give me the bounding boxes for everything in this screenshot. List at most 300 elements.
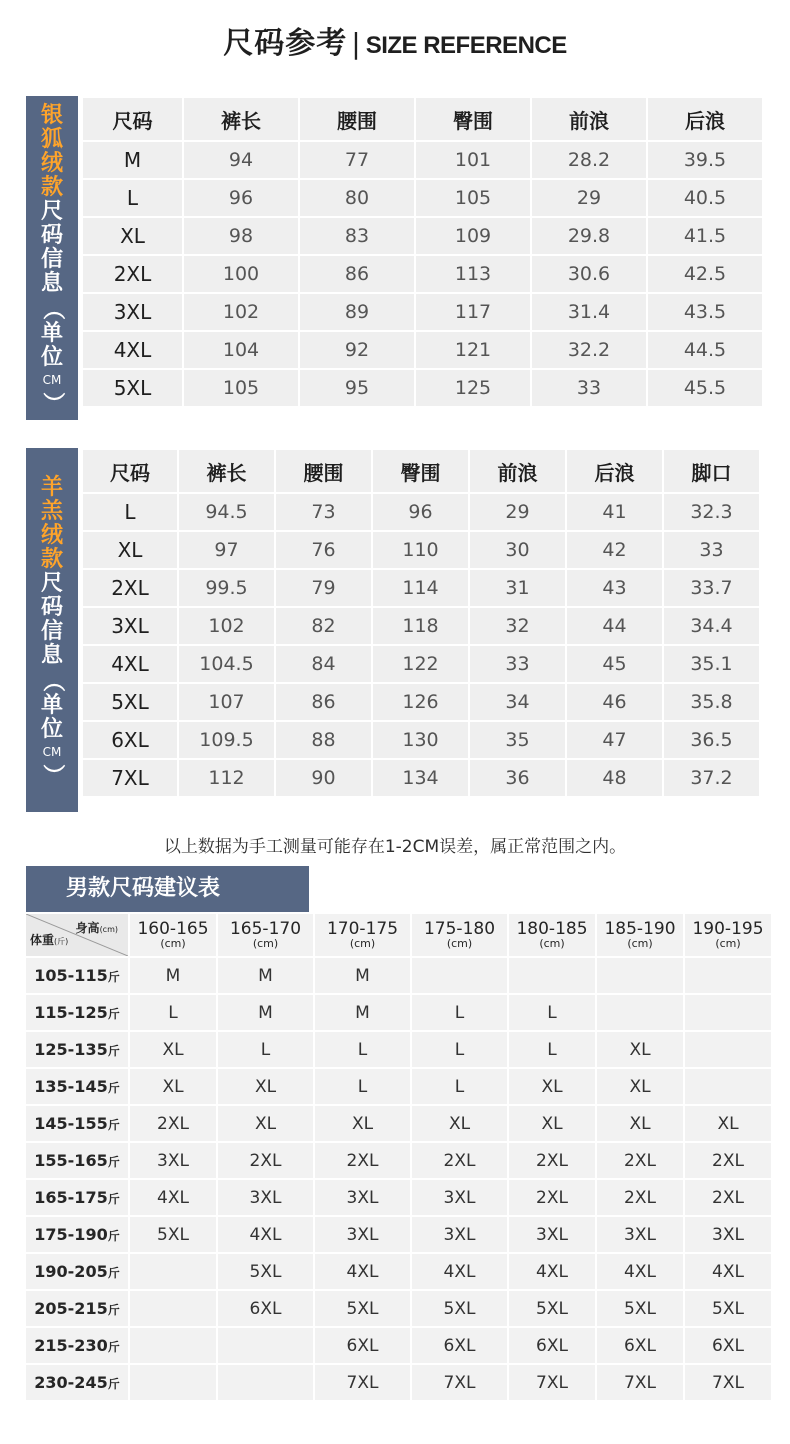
recommended-size-cell: L — [130, 995, 218, 1030]
recommend-row — [26, 1032, 773, 1067]
side-label-char: 单 — [40, 321, 63, 346]
measure-cell: 100 — [184, 256, 298, 292]
recommend-row — [26, 1217, 773, 1252]
measure-cell: 130 — [373, 722, 468, 758]
recommended-size-cell: XL — [130, 1069, 218, 1104]
title-separator: | — [351, 27, 362, 60]
height-unit: (cm) — [446, 936, 473, 950]
recommended-size-cell: 3XL — [412, 1180, 509, 1215]
recommended-size-cell: 4XL — [412, 1254, 509, 1289]
recommend-row — [26, 1328, 773, 1363]
recommended-size-cell: L — [509, 1032, 597, 1067]
measure-cell: 83 — [300, 218, 414, 254]
recommend-row — [26, 1291, 773, 1326]
weight-range: 215-230 — [34, 1336, 108, 1355]
recommended-size-cell: XL — [685, 1106, 773, 1141]
recommended-size-cell: XL — [412, 1106, 509, 1141]
weight-cell — [26, 1106, 130, 1141]
recommended-size-cell — [130, 1365, 218, 1400]
measure-cell: 76 — [276, 532, 371, 568]
recommend-row — [26, 1106, 773, 1141]
weight-cell — [26, 958, 130, 993]
side-label-char: 绒 — [40, 151, 63, 176]
recommended-size-cell: XL — [130, 1032, 218, 1067]
size-cell: 6XL — [83, 722, 177, 758]
recommended-size-cell: 2XL — [315, 1143, 412, 1178]
recommended-size-cell: L — [315, 1032, 412, 1067]
measure-cell: 43.5 — [648, 294, 762, 330]
recommended-size-cell: 2XL — [597, 1143, 685, 1178]
recommended-size-cell: L — [509, 995, 597, 1030]
column-header: 脚口 — [664, 450, 759, 492]
size-cell: XL — [83, 218, 182, 254]
recommended-size-cell: L — [412, 995, 509, 1030]
measure-cell: 84 — [276, 646, 371, 682]
measure-cell: 42 — [567, 532, 662, 568]
measure-cell: 89 — [300, 294, 414, 330]
height-header — [685, 914, 773, 956]
measure-cell: 95 — [300, 370, 414, 406]
recommended-size-cell — [685, 1032, 773, 1067]
column-header: 尺码 — [83, 450, 177, 492]
recommended-size-cell: 6XL — [315, 1328, 412, 1363]
measure-cell: 35 — [470, 722, 565, 758]
table-header-row — [83, 450, 759, 492]
side-label-char: （ — [39, 297, 65, 321]
measure-cell: 97 — [179, 532, 274, 568]
size-cell: 4XL — [83, 332, 182, 368]
measure-cell: 107 — [179, 684, 274, 720]
measure-cell: 82 — [276, 608, 371, 644]
height-range: 185-190 — [604, 918, 676, 939]
recommended-size-cell: 6XL — [218, 1291, 315, 1326]
side-label-char: CM — [42, 373, 62, 387]
recommended-size-cell: 2XL — [597, 1180, 685, 1215]
recommended-size-cell — [597, 995, 685, 1030]
measure-cell: 28.2 — [532, 142, 646, 178]
title-cn: 尺码参考 — [223, 26, 348, 61]
measure-cell: 33 — [664, 532, 759, 568]
recommended-size-cell: M — [218, 958, 315, 993]
measure-cell: 73 — [276, 494, 371, 530]
side-label-char: 位 — [40, 717, 63, 742]
recommended-size-cell: 4XL — [597, 1254, 685, 1289]
recommended-size-cell: 5XL — [685, 1291, 773, 1326]
recommended-size-cell: L — [315, 1069, 412, 1104]
recommended-size-cell: 4XL — [218, 1217, 315, 1252]
side-label-char: 款 — [40, 175, 63, 200]
height-range: 180-185 — [516, 918, 588, 939]
lamb-wool-side-label — [26, 448, 78, 812]
corner-weight-text: 体重 — [30, 933, 55, 947]
recommended-size-cell: L — [412, 1032, 509, 1067]
measure-cell: 41 — [567, 494, 662, 530]
height-header — [509, 914, 597, 956]
size-cell: L — [83, 180, 182, 216]
weight-unit: 斤 — [107, 1118, 120, 1132]
measure-cell: 36 — [470, 760, 565, 796]
recommend-title: 男款尺码建议表 — [26, 866, 309, 912]
table-row — [83, 256, 762, 292]
recommended-size-cell: M — [218, 995, 315, 1030]
size-cell: XL — [83, 532, 177, 568]
recommended-size-cell — [597, 958, 685, 993]
recommended-size-cell: 2XL — [685, 1180, 773, 1215]
side-label-char: 息 — [40, 643, 63, 668]
corner-height-text: 身高 — [75, 921, 100, 935]
measure-cell: 43 — [567, 570, 662, 606]
recommended-size-cell: 2XL — [412, 1143, 509, 1178]
height-header — [315, 914, 412, 956]
weight-unit: 斤 — [107, 1155, 120, 1169]
side-label-char: （ — [39, 669, 65, 693]
table-row — [83, 142, 762, 178]
column-header: 尺码 — [83, 98, 182, 140]
recommended-size-cell: 4XL — [509, 1254, 597, 1289]
silver-fox-size-block — [26, 96, 766, 420]
weight-range: 190-205 — [34, 1262, 108, 1281]
weight-range: 125-135 — [34, 1040, 108, 1059]
side-label-char: 位 — [40, 345, 63, 370]
height-header — [597, 914, 685, 956]
measure-cell: 31.4 — [532, 294, 646, 330]
side-label-char: 单 — [40, 693, 63, 718]
recommend-row — [26, 1069, 773, 1104]
measure-cell: 79 — [276, 570, 371, 606]
recommended-size-cell: XL — [509, 1106, 597, 1141]
recommended-size-cell: 3XL — [315, 1217, 412, 1252]
recommended-size-cell: 5XL — [509, 1291, 597, 1326]
weight-range: 135-145 — [34, 1077, 108, 1096]
weight-unit: 斤 — [107, 1340, 120, 1354]
side-label-char: 羔 — [40, 499, 63, 524]
recommended-size-cell: 6XL — [412, 1328, 509, 1363]
recommended-size-cell: 3XL — [509, 1217, 597, 1252]
measure-cell: 102 — [184, 294, 298, 330]
recommended-size-cell — [412, 958, 509, 993]
measure-cell: 96 — [373, 494, 468, 530]
recommended-size-cell: M — [315, 958, 412, 993]
measure-cell: 30 — [470, 532, 565, 568]
size-cell: 7XL — [83, 760, 177, 796]
table-row — [83, 180, 762, 216]
measure-cell: 34.4 — [664, 608, 759, 644]
weight-range: 155-165 — [34, 1151, 108, 1170]
table-row — [83, 646, 759, 682]
recommended-size-cell: L — [412, 1069, 509, 1104]
height-unit: (cm) — [715, 936, 741, 950]
height-unit: (cm) — [539, 936, 565, 950]
weight-unit: 斤 — [107, 1007, 120, 1021]
weight-unit: 斤 — [107, 1377, 120, 1391]
table-row — [83, 608, 759, 644]
recommended-size-cell: 3XL — [685, 1217, 773, 1252]
side-label-char: 码 — [40, 595, 63, 620]
recommended-size-cell: XL — [509, 1069, 597, 1104]
recommended-size-cell: 3XL — [130, 1143, 218, 1178]
height-unit: (cm) — [160, 936, 186, 950]
column-header: 后浪 — [567, 450, 662, 492]
weight-range: 175-190 — [34, 1225, 108, 1244]
weight-cell — [26, 1180, 130, 1215]
column-header: 前浪 — [470, 450, 565, 492]
height-header — [412, 914, 509, 956]
weight-unit: 斤 — [107, 1303, 120, 1317]
measure-cell: 35.8 — [664, 684, 759, 720]
corner-cell — [26, 914, 130, 956]
column-header: 裤长 — [184, 98, 298, 140]
recommended-size-cell: 3XL — [412, 1217, 509, 1252]
height-range: 175-180 — [423, 918, 496, 939]
side-label-char: ） — [39, 391, 65, 415]
height-header — [218, 914, 315, 956]
table-row — [83, 494, 759, 530]
weight-range: 115-125 — [34, 1003, 108, 1022]
measure-cell: 80 — [300, 180, 414, 216]
weight-cell — [26, 1328, 130, 1363]
weight-cell — [26, 1365, 130, 1400]
recommended-size-cell: 7XL — [597, 1365, 685, 1400]
weight-unit: 斤 — [107, 1229, 120, 1243]
recommended-size-cell — [685, 958, 773, 993]
column-header: 臀围 — [416, 98, 530, 140]
recommended-size-cell — [218, 1365, 315, 1400]
weight-unit: 斤 — [107, 1266, 120, 1280]
recommended-size-cell: L — [218, 1032, 315, 1067]
measure-cell: 126 — [373, 684, 468, 720]
measure-cell: 36.5 — [664, 722, 759, 758]
table-row — [83, 332, 762, 368]
measure-cell: 33 — [470, 646, 565, 682]
recommend-row — [26, 1365, 773, 1400]
table-row — [83, 218, 762, 254]
corner-height-unit: (cm) — [99, 925, 118, 934]
measure-cell: 86 — [276, 684, 371, 720]
measure-cell: 101 — [416, 142, 530, 178]
measure-cell: 98 — [184, 218, 298, 254]
recommended-size-cell — [130, 1328, 218, 1363]
measure-cell: 34 — [470, 684, 565, 720]
table-row — [83, 684, 759, 720]
measure-cell: 94 — [184, 142, 298, 178]
weight-cell — [26, 1217, 130, 1252]
table-row — [83, 532, 759, 568]
recommended-size-cell — [509, 958, 597, 993]
recommended-size-cell: 3XL — [315, 1180, 412, 1215]
recommended-size-cell: 2XL — [509, 1180, 597, 1215]
recommended-size-cell: 6XL — [597, 1328, 685, 1363]
column-header: 臀围 — [373, 450, 468, 492]
measure-cell: 44.5 — [648, 332, 762, 368]
measure-cell: 46 — [567, 684, 662, 720]
recommended-size-cell — [685, 1069, 773, 1104]
measure-cell: 92 — [300, 332, 414, 368]
weight-unit: 斤 — [107, 1081, 120, 1095]
height-unit: (cm) — [252, 936, 279, 950]
height-range: 160-165 — [137, 918, 209, 939]
recommend-row — [26, 958, 773, 993]
column-header: 前浪 — [532, 98, 646, 140]
lamb-wool-size-block — [26, 448, 766, 812]
recommended-size-cell: M — [315, 995, 412, 1030]
height-unit: (cm) — [627, 936, 653, 950]
recommended-size-cell — [218, 1328, 315, 1363]
height-unit: (cm) — [349, 936, 376, 950]
weight-cell — [26, 1032, 130, 1067]
measure-cell: 112 — [179, 760, 274, 796]
measure-cell: 99.5 — [179, 570, 274, 606]
page-title — [0, 18, 790, 62]
measure-cell: 105 — [416, 180, 530, 216]
recommended-size-cell: 2XL — [685, 1143, 773, 1178]
column-header: 腰围 — [300, 98, 414, 140]
recommended-size-cell: XL — [597, 1106, 685, 1141]
recommended-size-cell: 3XL — [597, 1217, 685, 1252]
measure-cell: 32.2 — [532, 332, 646, 368]
silver-fox-side-label — [26, 96, 78, 420]
weight-cell — [26, 1143, 130, 1178]
measure-cell: 88 — [276, 722, 371, 758]
column-header: 腰围 — [276, 450, 371, 492]
measure-cell: 32 — [470, 608, 565, 644]
measure-cell: 121 — [416, 332, 530, 368]
measure-cell: 109 — [416, 218, 530, 254]
recommended-size-cell: XL — [218, 1106, 315, 1141]
measure-cell: 40.5 — [648, 180, 762, 216]
side-label-char: 银 — [40, 103, 63, 128]
table-row — [83, 722, 759, 758]
table-row — [83, 570, 759, 606]
side-label-char: 款 — [40, 547, 63, 572]
measure-cell: 44 — [567, 608, 662, 644]
recommended-size-cell: 5XL — [315, 1291, 412, 1326]
table-row — [83, 294, 762, 330]
recommended-size-cell: 4XL — [315, 1254, 412, 1289]
weight-unit: 斤 — [107, 970, 120, 984]
weight-cell — [26, 995, 130, 1030]
measure-cell: 102 — [179, 608, 274, 644]
side-label-char: 信 — [40, 247, 63, 272]
side-label-char: CM — [42, 745, 62, 759]
recommend-row — [26, 1254, 773, 1289]
column-header: 裤长 — [179, 450, 274, 492]
weight-cell — [26, 1254, 130, 1289]
recommended-size-cell — [685, 995, 773, 1030]
recommended-size-cell: 4XL — [685, 1254, 773, 1289]
side-label-char: 息 — [40, 271, 63, 296]
measure-cell: 33 — [532, 370, 646, 406]
measure-cell: 96 — [184, 180, 298, 216]
table-row — [83, 760, 759, 796]
recommended-size-cell — [130, 1254, 218, 1289]
recommend-header-row — [26, 914, 773, 956]
measure-cell: 45.5 — [648, 370, 762, 406]
lamb-wool-size-table — [81, 448, 761, 798]
size-cell: 5XL — [83, 370, 182, 406]
measure-cell: 42.5 — [648, 256, 762, 292]
measure-cell: 125 — [416, 370, 530, 406]
measure-cell: 94.5 — [179, 494, 274, 530]
column-header: 后浪 — [648, 98, 762, 140]
weight-unit: 斤 — [107, 1192, 120, 1206]
weight-unit: 斤 — [107, 1044, 120, 1058]
recommended-size-cell: XL — [597, 1032, 685, 1067]
measure-cell: 31 — [470, 570, 565, 606]
recommended-size-cell: 2XL — [509, 1143, 597, 1178]
recommended-size-cell: 5XL — [218, 1254, 315, 1289]
measure-cell: 30.6 — [532, 256, 646, 292]
weight-range: 145-155 — [34, 1114, 108, 1133]
measure-cell: 114 — [373, 570, 468, 606]
height-header — [130, 914, 218, 956]
recommended-size-cell: XL — [597, 1069, 685, 1104]
size-cell: L — [83, 494, 177, 530]
weight-range: 205-215 — [34, 1299, 108, 1318]
measure-cell: 41.5 — [648, 218, 762, 254]
size-cell: 3XL — [83, 294, 182, 330]
recommended-size-cell — [130, 1291, 218, 1326]
measure-cell: 29.8 — [532, 218, 646, 254]
corner-weight-label — [30, 932, 68, 950]
recommended-size-cell: M — [130, 958, 218, 993]
measure-cell: 134 — [373, 760, 468, 796]
measure-cell: 39.5 — [648, 142, 762, 178]
recommended-size-cell: 4XL — [130, 1180, 218, 1215]
recommended-size-cell: 7XL — [509, 1365, 597, 1400]
measure-cell: 32.3 — [664, 494, 759, 530]
side-label-char: 尺 — [40, 199, 63, 224]
size-cell: M — [83, 142, 182, 178]
measure-cell: 122 — [373, 646, 468, 682]
recommended-size-cell: 5XL — [597, 1291, 685, 1326]
measure-cell: 29 — [532, 180, 646, 216]
measurement-note: 以上数据为手工测量可能存在1-2CM误差，属正常范围之内。 — [163, 837, 627, 857]
recommended-size-cell: XL — [315, 1106, 412, 1141]
measure-cell: 77 — [300, 142, 414, 178]
size-cell: 4XL — [83, 646, 177, 682]
side-label-char: 信 — [40, 619, 63, 644]
recommended-size-cell: XL — [218, 1069, 315, 1104]
recommended-size-cell: 6XL — [509, 1328, 597, 1363]
recommended-size-cell: 7XL — [315, 1365, 412, 1400]
recommended-size-cell: 2XL — [130, 1106, 218, 1141]
title-en: SIZE REFERENCE — [365, 32, 567, 59]
weight-range: 165-175 — [34, 1188, 108, 1207]
measure-cell: 90 — [276, 760, 371, 796]
measure-cell: 33.7 — [664, 570, 759, 606]
recommended-size-cell: 6XL — [685, 1328, 773, 1363]
measure-cell: 105 — [184, 370, 298, 406]
table-row — [83, 370, 762, 406]
recommended-size-cell: 5XL — [412, 1291, 509, 1326]
measure-cell: 104.5 — [179, 646, 274, 682]
weight-range: 230-245 — [34, 1373, 108, 1392]
side-label-char: 绒 — [40, 523, 63, 548]
side-label-char: ） — [39, 763, 65, 787]
measure-cell: 29 — [470, 494, 565, 530]
side-label-char: 尺 — [40, 571, 63, 596]
measure-cell: 45 — [567, 646, 662, 682]
side-label-char: 码 — [40, 223, 63, 248]
height-range: 165-170 — [229, 918, 302, 939]
measure-cell: 104 — [184, 332, 298, 368]
measure-cell: 113 — [416, 256, 530, 292]
measure-cell: 86 — [300, 256, 414, 292]
recommended-size-cell: 2XL — [218, 1143, 315, 1178]
size-cell: 2XL — [83, 256, 182, 292]
height-range: 170-175 — [326, 918, 399, 939]
size-cell: 5XL — [83, 684, 177, 720]
